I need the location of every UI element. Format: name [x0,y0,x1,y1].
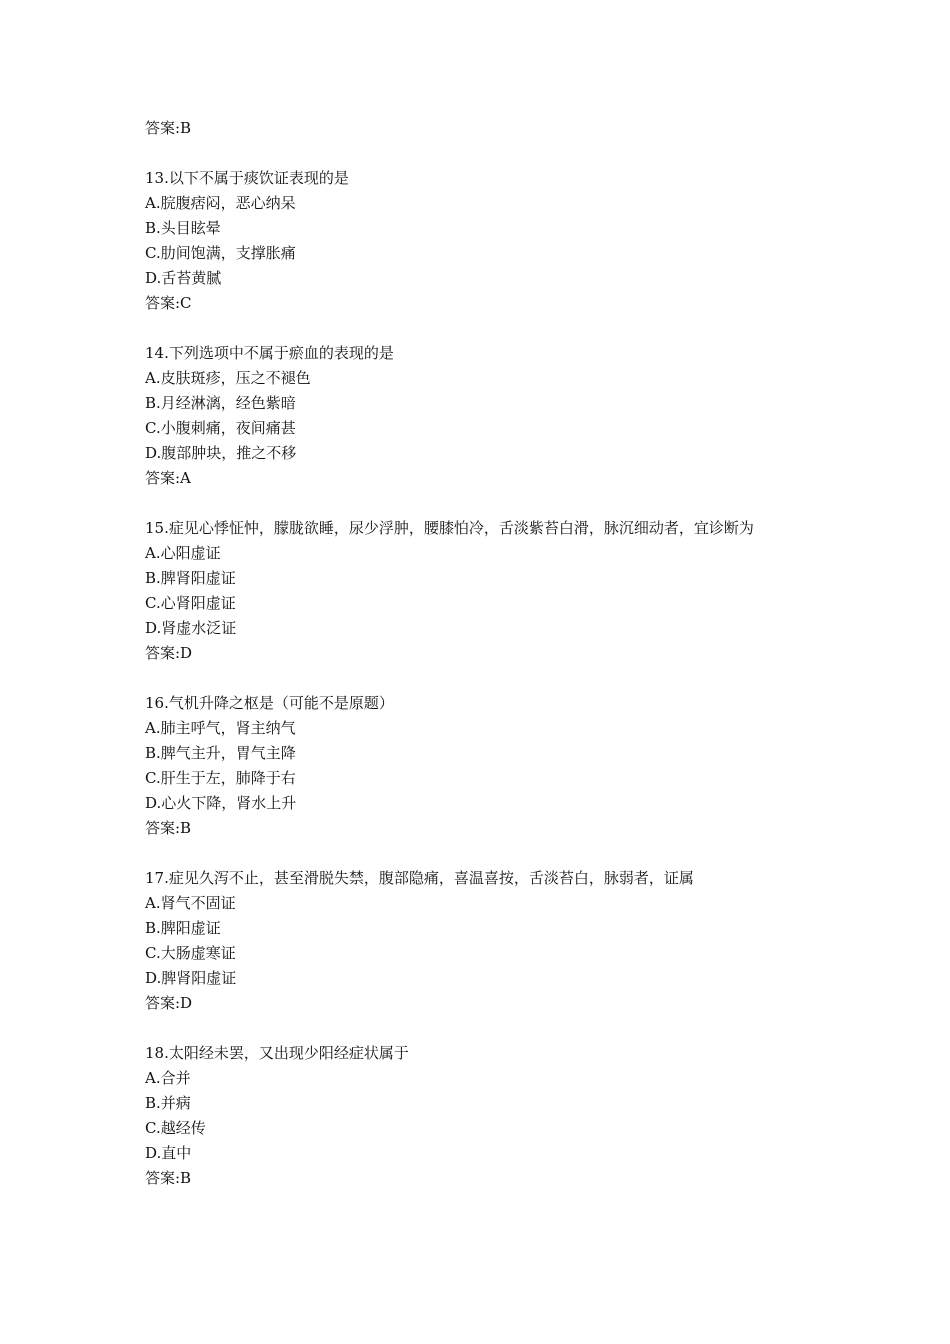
option-d: D.腹部肿块，推之不移 [145,444,297,462]
question-18 [145,1041,845,1191]
answer-line: 答案:B [145,119,192,137]
option-b: B.脾气主升，胃气主降 [145,744,296,762]
option-d: D.舌苔黄腻 [145,269,222,287]
option-c: C.小腹刺痛，夜间痛甚 [145,419,296,437]
question-stem: 14.下列选项中不属于瘀血的表现的是 [145,344,394,362]
option-b: B.脾阳虚证 [145,919,221,937]
option-c: C.心肾阳虚证 [145,594,236,612]
question-16 [145,691,845,841]
answer-line: 答案:B [145,1169,192,1187]
question-17 [145,866,845,1016]
option-c: C.肝生于左，肺降于右 [145,769,296,787]
option-b: B.脾肾阳虚证 [145,569,236,587]
option-b: B.头目眩晕 [145,219,221,237]
answer-line: 答案:B [145,819,192,837]
option-a: A.脘腹痞闷，恶心纳呆 [145,194,296,212]
option-d: D.心火下降，肾水上升 [145,794,297,812]
option-a: A.肾气不固证 [145,894,236,912]
answer-line: 答案:C [145,294,192,312]
option-a: A.肺主呼气，肾主纳气 [145,719,296,737]
option-c: C.越经传 [145,1119,206,1137]
question-14 [145,341,845,491]
question-stem: 17.症见久泻不止，甚至滑脱失禁，腹部隐痛，喜温喜按，舌淡苔白，脉弱者，证属 [145,869,694,887]
question-stem: 13.以下不属于痰饮证表现的是 [145,169,349,187]
document-page [145,116,845,1216]
question-stem: 16.气机升降之枢是（可能不是原题） [145,694,394,712]
question-stem: 18.太阳经未罢，又出现少阳经症状属于 [145,1044,409,1062]
option-a: A.心阳虚证 [145,544,221,562]
question-15 [145,516,845,666]
answer-line: 答案:A [145,469,191,487]
option-d: D.肾虚水泛证 [145,619,237,637]
option-a: A.合并 [145,1069,191,1087]
answer-line: 答案:D [145,994,193,1012]
option-d: D.直中 [145,1144,192,1162]
question-stem: 15.症见心悸怔忡，朦胧欲睡，尿少浮肿，腰膝怕冷，舌淡紫苔白滑，脉沉细动者，宜诊断为 [145,519,754,537]
option-a: A.皮肤斑疹，压之不褪色 [145,369,311,387]
option-c: C.肋间饱满，支撑胀痛 [145,244,296,262]
option-d: D.脾肾阳虚证 [145,969,237,987]
answer-line: 答案:D [145,644,193,662]
option-b: B.月经淋漓，经色紫暗 [145,394,296,412]
option-c: C.大肠虚寒证 [145,944,236,962]
option-b: B.并病 [145,1094,191,1112]
question-13 [145,166,845,316]
